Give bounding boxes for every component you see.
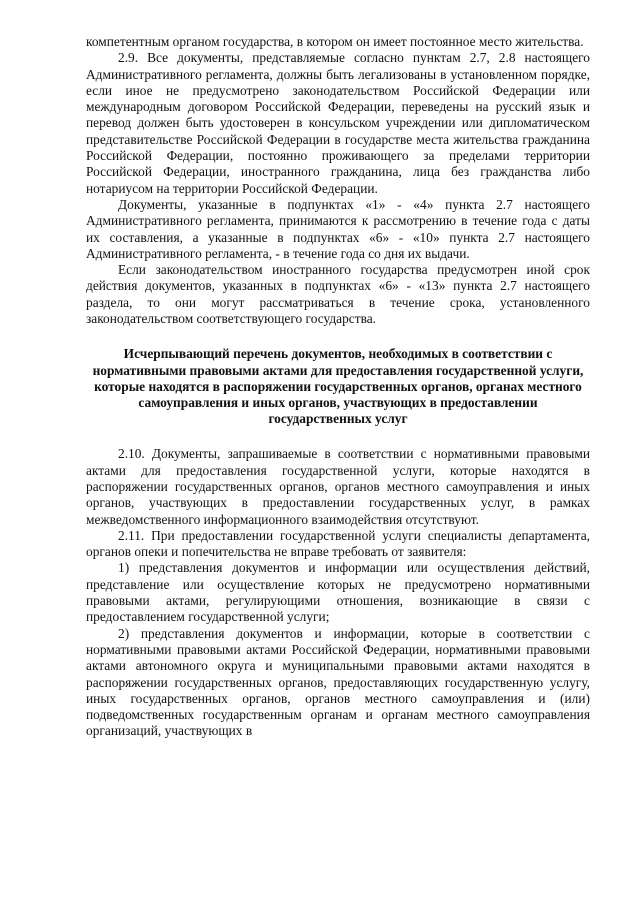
paragraph: Если законодательством иностранного государства предусмотрен иной срок действия документов, указанных в подпунктах «6» - «13» пункта 2.7 настоящего раздела, то они могут рассматриваться в течение срока, установленного законодательством соответствующего государства. xyxy=(86,262,590,327)
paragraph: 1) представления документов и информации или осуществления действий, представление или осуществление которых не предусмотрено нормативными правовыми актами, регулирующими отношения, возникающие в связи с предоставлением государственной услуги; xyxy=(86,560,590,625)
paragraph: Документы, указанные в подпунктах «1» - «4» пункта 2.7 настоящего Административного регламента, принимаются к рассмотрению в течение года с даты их составления, а указанные в подпунктах «6» - «10» пункта 2.7 настоящего Административного регламента, - в течение года со дня их выдачи. xyxy=(86,196,590,261)
paragraph: 2) представления документов и информации, которые в соответствии с нормативными правовыми актами Российской Федерации, нормативными правовыми актами автономного округа и муниципальными правовыми актами находятся в распоряжении государственных органов, предоставляющих государственную услугу, иных государственных органов, органов местного самоуправления и (или) подведомственных государственным органам и органам местного самоуправления организаций, участвующих в xyxy=(86,625,590,739)
paragraph: компетентным органом государства, в котором он имеет постоянное место жительства. xyxy=(86,34,584,49)
document-page xyxy=(86,34,590,740)
paragraph: 2.9. Все документы, представляемые согласно пунктам 2.7, 2.8 настоящего Административного регламента, должны быть легализованы в установленном порядке, если иное не предусмотрено законодательством Российской Федерации или международным договором Российской Федерации, переведены на русский язык и перевод должен быть удостоверен в консульском учреждении или дипломатическом представительстве Российской Федерации в государстве места жительства гражданина Российской Федерации, постоянно проживающего за пределами территории Российской Федерации, иностранного гражданина, лица без гражданства либо нотариусом на территории Российской Федерации. xyxy=(86,50,590,196)
bottom-paragraphs xyxy=(86,446,590,739)
top-paragraphs xyxy=(86,34,590,327)
section-heading: Исчерпывающий перечень документов, необходимых в соответствии с нормативными правовыми актами для предоставления государственной услуги, которые находятся в распоряжении государственных органов, органах местного самоуправления и иных органов, участвующих в предоставлении государственных услуг xyxy=(92,346,584,427)
paragraph: 2.10. Документы, запрашиваемые в соответствии с нормативными правовыми актами для предоставления государственной услуги, которые находятся в распоряжении государственных органов, органов местного самоуправления и иных органов, участвующих в предоставлении государственных услуг, в рамках межведомственного информационного взаимодействия отсутствуют. xyxy=(86,446,590,527)
paragraph: 2.11. При предоставлении государственной услуги специалисты департамента, органов опеки и попечительства не вправе требовать от заявителя: xyxy=(86,527,590,560)
